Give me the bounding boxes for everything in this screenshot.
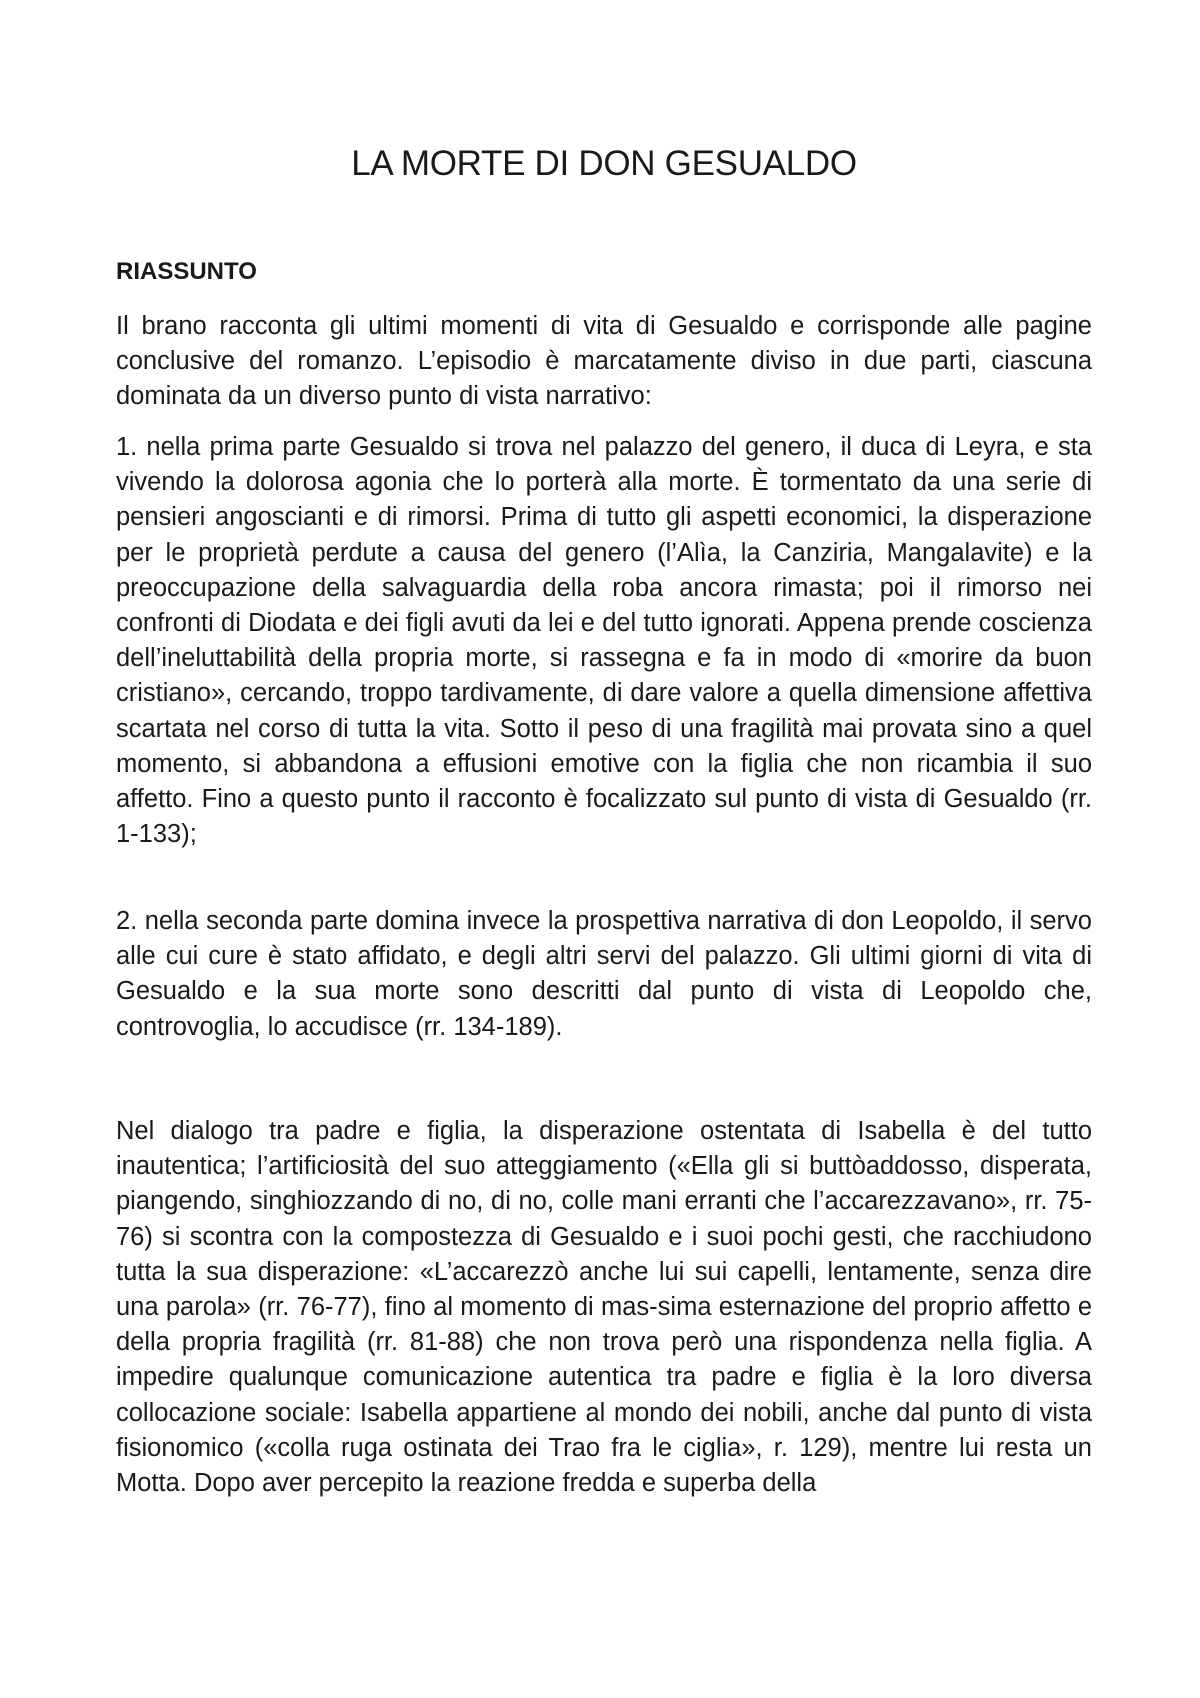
- paragraph-dialog: Nel dialogo tra padre e figlia, la disperazione ostentata di Isabella è del tutto inautentica; l’artificiosità del suo atteggiamento («Ella gli si buttòaddosso, disperata, piangendo, singhiozzando di no, di no, colle mani erranti che l’accarezzavano», rr. 75-76) si scontra con la compostezza di Gesualdo e i suoi pochi gesti, che racchiudono tutta la sua disperazione: «L’accarezzò anche lui sui capelli, lentamente, senza dire una parola» (rr. 76-77), fino al momento di mas-sima esternazione del proprio affetto e della propria fragilità (rr. 81-88) che non trova però una rispondenza nella figlia. A impedire qualunque comunicazione autentica tra padre e figlia è la loro diversa collocazione sociale: Isabella appartiene al mondo dei nobili, anche dal punto di vista fisionomico («colla ruga ostinata dei Trao fra le ciglia», r. 129), mentre lui resta un Motta. Dopo aver percepito la reazione fredda e superba della: [116, 1117, 1092, 1498]
- section-heading-riassunto: RIASSUNTO: [116, 258, 257, 285]
- paragraph-item-2: 2. nella seconda parte domina invece la prospettiva narrativa di don Leopoldo, il servo alle cui cure è stato affidato, e degli altri servi del palazzo. Gli ultimi giorni di vita di Gesualdo e la sua morte sono descritti dal punto di vista di Leopoldo che, controvoglia, lo accudisce (rr. 134-189).: [116, 907, 1092, 1041]
- document-title: LA MORTE DI DON GESUALDO: [351, 144, 857, 183]
- paragraph-item-1: 1. nella prima parte Gesualdo si trova nel palazzo del genero, il duca di Leyra, e sta vivendo la dolorosa agonia che lo porterà alla morte. È tormentato da una serie di pensieri angoscianti e di rimorsi. Prima di tutto gli aspetti economici, la disperazione per le proprietà perdute a causa del genero (l’Alìa, la Canziria, Mangalavite) e la preoccupazione della salvaguardia della roba ancora rimasta; poi il rimorso nei confronti di Diodata e dei figli avuti da lei e del tutto ignorati. Appena prende coscienza dell’ineluttabilità della propria morte, si rassegna e fa in modo di «morire da buon cristiano», cercando, troppo tardivamente, di dare valore a quella dimensione affettiva scartata nel corso di tutta la vita. Sotto il peso di una fragilità mai provata sino a quel momento, si abbandona a effusioni emotive con la figlia che non ricambia il suo affetto. Fino a questo punto il racconto è focalizzato sul punto di vista di Gesualdo (rr. 1-133);: [116, 433, 1092, 849]
- paragraph-intro: Il brano racconta gli ultimi momenti di vita di Gesualdo e corrisponde alle pagine conclusive del romanzo. L’episodio è marcatamente diviso in due parti, ciascuna dominata da un diverso punto di vista narrativo:: [116, 312, 1092, 411]
